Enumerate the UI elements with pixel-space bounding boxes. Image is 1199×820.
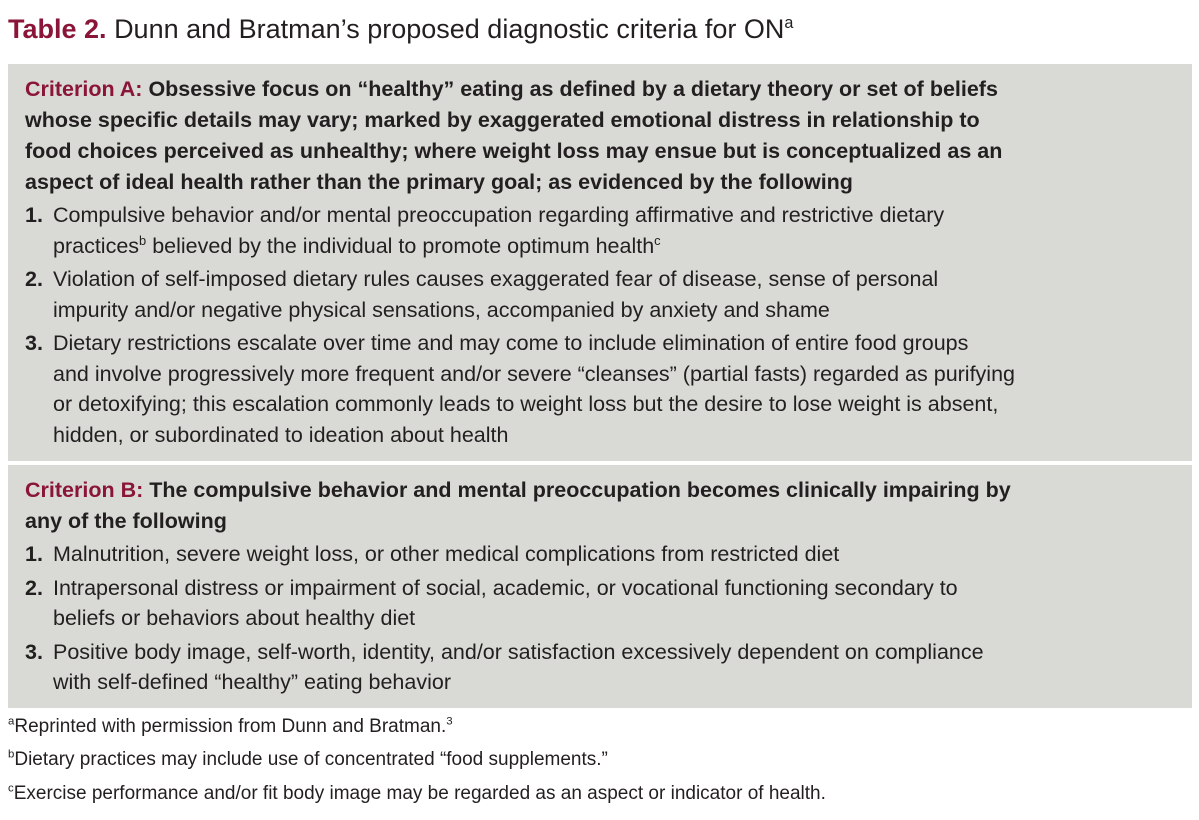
criterion-b-heading [25,475,1182,537]
criterion-b-text-line: The compulsive behavior and mental preoccupation becomes clinically impairing by [149,478,1011,502]
footnote-text: Exercise performance and/or fit body image may be regarded as an aspect or indicator of health. [13,783,826,804]
footnote-mark: c [654,232,661,248]
item-number: 3. [25,331,43,355]
item-text-fragment: practices [53,233,140,258]
item-text-line: and involve progressively more frequent and/or severe “cleanses” (partial fasts) regarded as purifying [53,361,1015,386]
item-number: 2. [25,267,43,291]
item-number: 1. [25,203,43,227]
footnote-mark: b [8,748,15,761]
item-text-line: Dietary restrictions escalate over time and may come to include elimination of entire food groups [53,331,969,355]
footnote-a [8,714,453,740]
reference-number: 3 [446,715,453,728]
item-text-line: or detoxifying; this escalation commonly leads to weight loss but the desire to lose weight is absent, [53,392,999,416]
item-text-line: Positive body image, self-worth, identity, and/or satisfaction excessively dependent on compliance [53,639,984,664]
item-number: 2. [25,575,43,600]
table-caption: Dunn and Bratman’s proposed diagnostic criteria for ON [114,14,785,44]
criterion-b-label: Criterion B: [25,478,144,502]
footnote-text: Reprinted with permission from Dunn and Bratman. [14,716,447,737]
footnote-b [8,747,608,773]
item-text-line: Compulsive behavior and/or mental preoccupation regarding affirmative and restrictive dietary [53,203,945,227]
criterion-a-item [25,328,1182,450]
footnote-mark: c [8,782,14,795]
footnote-mark: a [8,715,15,728]
criterion-a-item [25,200,1182,261]
criterion-b-text-line: any of the following [25,509,227,533]
table-number: Table 2. [8,14,107,44]
criterion-a-item [25,264,1182,325]
table-title [8,10,793,48]
criterion-a-text-line: aspect of ideal health rather than the primary goal; as evidenced by the following [25,170,853,194]
footnote-c [8,781,826,807]
item-number: 1. [25,542,43,566]
criterion-a-label: Criterion A: [25,77,143,101]
item-text-line: with self-defined “healthy” eating behavior [53,670,451,694]
criterion-a-text-line: Obsessive focus on “healthy” eating as defined by a dietary theory or set of beliefs [148,77,998,101]
item-number: 3. [25,639,43,664]
criterion-a-panel [8,64,1192,461]
criterion-b-item [25,573,1182,634]
criterion-b-list [25,539,1182,698]
footnote-text: Dietary practices may include use of concentrated “food supplements.” [14,749,608,770]
criterion-a-text-line: food choices perceived as unhealthy; where weight loss may ensue but is conceptualized as an [25,139,1003,163]
item-text-line: Violation of self-imposed dietary rules causes exaggerated fear of disease, sense of personal [53,267,939,291]
criterion-b-panel [8,465,1192,708]
criterion-a-text-line: whose specific details may vary; marked by exaggerated emotional distress in relationship to [25,108,980,132]
footnote-mark: b [139,232,147,248]
item-text-line: beliefs or behaviors about healthy diet [53,606,416,630]
item-text-line: impurity and/or negative physical sensations, accompanied by anxiety and shame [53,297,830,322]
item-text-line: Malnutrition, severe weight loss, or other medical complications from restricted diet [53,542,840,566]
criterion-a-heading [25,74,1182,198]
title-footnote-mark: a [784,14,794,32]
criterion-a-list [25,200,1182,450]
item-text-line: Intrapersonal distress or impairment of social, academic, or vocational functioning secondary to [53,575,958,600]
criterion-b-item [25,539,1182,570]
item-text-line: hidden, or subordinated to ideation about health [53,422,509,447]
criterion-b-item [25,637,1182,698]
item-text-fragment: believed by the individual to promote optimum health [146,233,655,258]
item-text-line [53,231,1182,262]
